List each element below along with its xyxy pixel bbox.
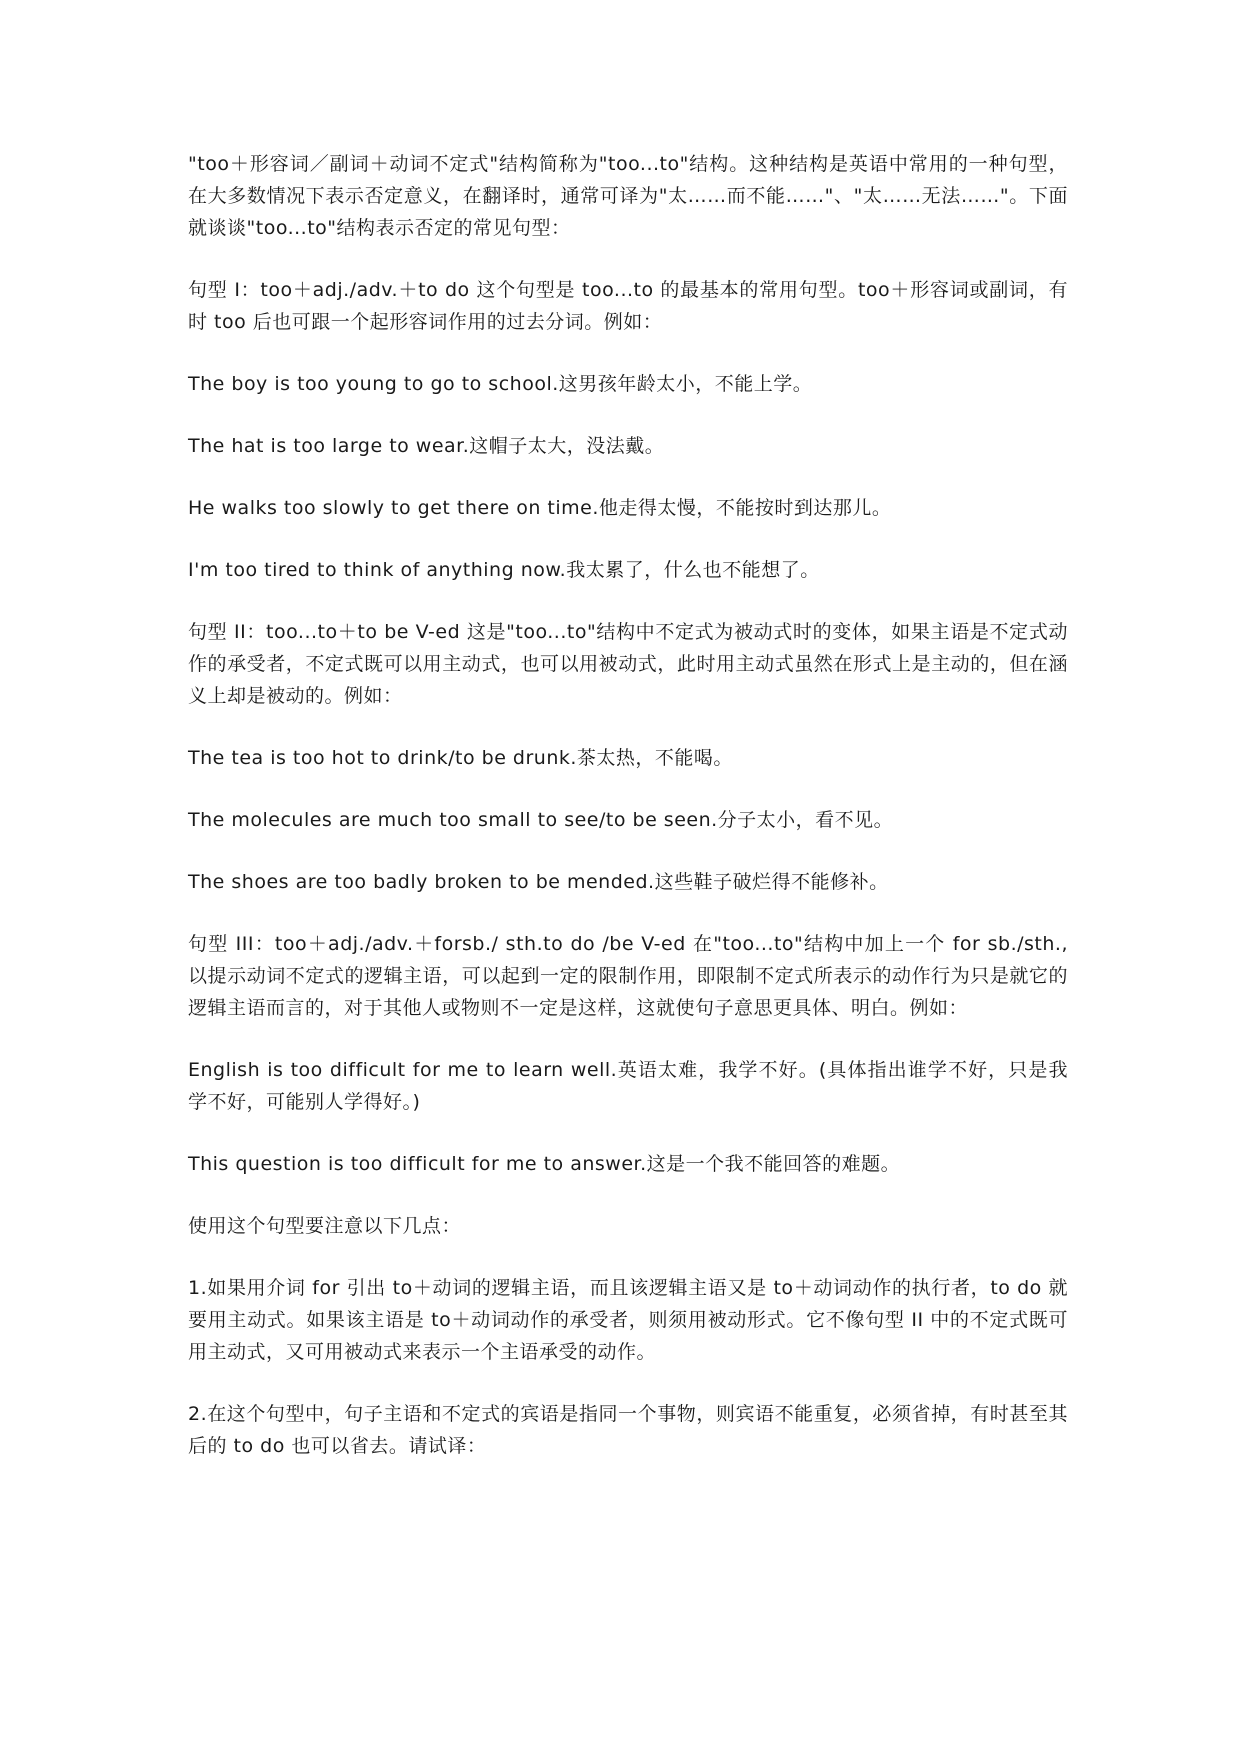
pattern-2-heading: 句型 II：too...to＋to be V-ed 这是"too...to"结构中不定式为被动式时的变体，如果主语是不定式动作的承受者，不定式既可以用主动式，也可以用被动式，此时用主动式虽然在形式上是主动的，但在涵义上却是被动的。例如： <box>188 621 1068 707</box>
example-sentence: The shoes are too badly broken to be mended.这些鞋子破烂得不能修补。 <box>188 871 889 893</box>
example-sentence: The boy is too young to go to school.这男孩年龄太小，不能上学。 <box>188 373 813 395</box>
note-item-1: 1.如果用介词 for 引出 to＋动词的逻辑主语，而且该逻辑主语又是 to＋动词动作的执行者，to do 就要用主动式。如果该主语是 to＋动词动作的承受者，则须用被动形式。它不像句型 II 中的不定式既可用主动式，又可用被动式来表示一个主语承受的动作。 <box>188 1277 1068 1363</box>
example-sentence: The hat is too large to wear.这帽子太大，没法戴。 <box>188 435 665 457</box>
notes-heading: 使用这个句型要注意以下几点： <box>188 1215 462 1237</box>
example-sentence: The tea is too hot to drink/to be drunk.茶太热，不能喝。 <box>188 747 733 769</box>
document-body <box>188 148 1068 1462</box>
pattern-3-heading: 句型 III：too＋adj./adv.＋forsb./ sth.to do /be V-ed 在"too...to"结构中加上一个 for sb./sth.,以提示动词不定式的逻辑主语，可以起到一定的限制作用，即限制不定式所表示的动作行为只是就它的逻辑主语而言的，对于其他人或物则不一定是这样，这就使句子意思更具体、明白。例如： <box>188 933 1068 1019</box>
example-sentence: English is too difficult for me to learn well.英语太难，我学不好。(具体指出谁学不好，只是我学不好，可能别人学得好。) <box>188 1059 1068 1113</box>
example-sentence: This question is too difficult for me to answer.这是一个我不能回答的难题。 <box>188 1153 901 1175</box>
intro-paragraph: "too＋形容词／副词＋动词不定式"结构简称为"too...to"结构。这种结构是英语中常用的一种句型，在大多数情况下表示否定意义，在翻译时，通常可译为"太……而不能……"、"太……无法……"。下面就谈谈"too...to"结构表示否定的常见句型： <box>188 153 1068 239</box>
example-sentence: He walks too slowly to get there on time.他走得太慢，不能按时到达那儿。 <box>188 497 892 519</box>
pattern-1-heading: 句型 I：too＋adj./adv.＋to do 这个句型是 too...to 的最基本的常用句型。too＋形容词或副词，有时 too 后也可跟一个起形容词作用的过去分词。例如： <box>188 279 1068 333</box>
note-item-2: 2.在这个句型中，句子主语和不定式的宾语是指同一个事物，则宾语不能重复，必须省掉，有时甚至其后的 to do 也可以省去。请试译： <box>188 1403 1068 1457</box>
example-sentence: I'm too tired to think of anything now.我太累了，什么也不能想了。 <box>188 559 820 581</box>
example-sentence: The molecules are much too small to see/to be seen.分子太小，看不见。 <box>188 809 894 831</box>
